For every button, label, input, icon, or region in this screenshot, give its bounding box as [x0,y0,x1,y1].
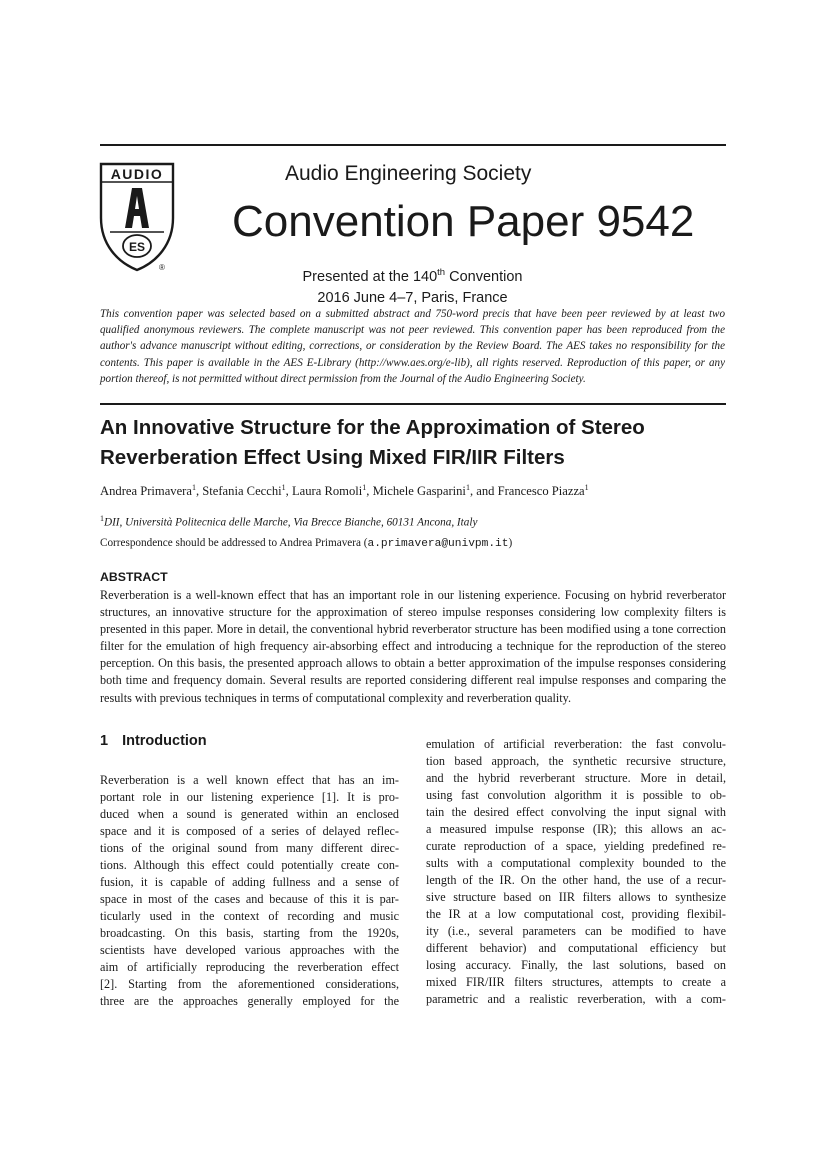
intro-right-line: ity (i.e., several parameters can be modified to have [426,924,726,938]
section-title: Introduction [122,733,207,749]
logo-bottom-text: ES [128,240,146,254]
intro-right-line: tain the desired effect convolving the input signal with [426,805,726,819]
intro-right-line: emulation of artificial reverberation: the fast convolu- [426,737,726,751]
correspondence-prefix: Correspondence should be addressed to Andrea Primavera ( [100,537,368,549]
author-separator: , [285,484,292,499]
author-affiliation-mark: 1 [281,483,286,492]
intro-left-line: space and it is composed of a series of delayed reflec- [100,824,399,838]
intro-right-line: mixed FIR/IIR filters structures, attempts to create a [426,975,726,989]
intro-left-line: ticularly used in the context of recording and music [100,909,399,923]
intro-right-line: using fast convolution algorithm it is possible to ob- [426,788,726,802]
correspondence-email-link[interactable]: a.primavera@univpm.it [367,538,509,550]
presented-line [200,262,625,288]
author-separator: , [366,484,373,499]
intro-left-line: aim of artificially reproducing the reverberation effect [100,960,399,974]
aes-logo [99,162,175,272]
author-list [100,483,589,499]
intro-right-line: parametric and a realistic reverberation, with a com- [426,992,726,1006]
society-name: Audio Engineering Society [285,162,532,185]
section-number: 1 [100,733,109,749]
presented-suffix: Convention [445,268,523,285]
intro-right-line: sults with a computational complexity bounded to the [426,856,726,870]
intro-right-line: length of the IR. On the other hand, the use of a recur- [426,873,726,887]
section-heading-introduction [100,733,207,749]
author-name: Andrea Primavera [100,484,192,499]
author-name: Michele Gasparini [372,484,466,499]
intro-right-line: curate reproduction of a space, yielding predefined re- [426,839,726,853]
author-affiliation-mark: 1 [362,483,367,492]
author-name: Stefania Cecchi [202,484,282,499]
presented-ordinal: th [437,267,446,278]
intro-left-line: duced when a sound is generated within an enclosed [100,807,399,821]
affiliation-text: DII, Università Politecnica delle Marche, Via Brecce Bianche, 60131 Ancona, Italy [104,516,478,529]
intro-left-line: space in most of the cases and because of this it is par- [100,892,399,906]
logo-top-text: AUDIO [110,166,164,182]
intro-right-line: a measured impulse response (IR); this allows an ac- [426,822,726,836]
paper-title-line-1: An Innovative Structure for the Approximation of Stereo [100,416,645,439]
correspondence-line [100,537,512,550]
peer-review-disclaimer: This convention paper was selected based on a submitted abstract and 750-word precis that have been peer reviewed by at least two qualified anonymous reviewers. The complete manuscript was not peer reviewed. This convention paper has been reproduced from the author's advance manuscript without editing, corrections, or consideration by the Review Board. The AES takes no responsibility for the contents. This paper is available in the AES E-Library (http://www.aes.org/e-lib), all rights reserved. Reproduction of this paper, or any portion thereof, is not permitted without direct permission from the Journal of the Audio Engineering Society. [100,308,725,385]
header-bottom-rule [100,403,726,405]
intro-left-line: scientists have developed various approaches with the [100,943,399,957]
author-affiliation-mark: 1 [465,483,470,492]
abstract-body: Reverberation is a well-known effect that has an important role in our listening experience. Focusing on hybrid reverberator structures, an innovative structure for the approximation of stereo impulse responses considering low complexity filters is presented in this paper. More in detail, the conventional hybrid reverberator structure has been modified using a tone correction filter for the emulation of high frequency air-absorbing effect and introducing a technique for the reproduction of the stereo perception. On this basis, the presented approach allows to obtain a better approximation of the impulse responses considering both time and frequency domain. Several results are reported considering different real impulse responses and comparing the results with previous techniques in terms of computational complexity and reverberation quality. [100,588,726,705]
intro-left-line: [2]. Starting from the aforementioned considerations, [100,977,399,991]
aes-logo-shield-icon [99,162,175,272]
intro-left-line: portant role in our listening experience [1]. It is pro- [100,790,399,804]
paper-title [100,413,725,473]
intro-right-line: tion based approach, the synthetic recursive structure, [426,754,726,768]
logo-registered-mark: ® [159,263,165,272]
intro-left-line: fusion, it is capable of adding fullness and a sense of [100,875,399,889]
author-affiliation-mark: 1 [191,483,196,492]
intro-left-line: Reverberation is a well known effect that has an im- [100,773,399,787]
intro-right-line: different behavior) and computational efficiency but [426,941,726,955]
intro-right-line: sive structure based on IIR filters allows to synthesize [426,890,726,904]
intro-right-line: losing accuracy. Finally, the last solutions, based on [426,958,726,972]
author-affiliation-mark: 1 [584,483,589,492]
intro-right-line: the IR at a low computational cost, providing flexibil- [426,907,726,921]
intro-right-line: and the hybrid reverberant structure. More in detail, [426,771,726,785]
intro-left-line: tions of the original sound from many different direc- [100,841,399,855]
paper-title-line-2: Reverberation Effect Using Mixed FIR/IIR Filters [100,446,565,469]
author-separator: , and [469,484,498,499]
intro-left-line: tions. Although this effect could potentially create con- [100,858,399,872]
author-name: Laura Romoli [291,484,363,499]
abstract-heading: ABSTRACT [100,570,168,584]
presentation-info [200,262,625,309]
affiliation-mark: 1 [100,514,104,523]
affiliation [100,514,477,529]
author-name: Francesco Piazza [497,484,585,499]
document-type-title: Convention Paper 9542 [232,197,695,246]
intro-left-line: broadcasting. On this basis, starting from the 1920s, [100,926,399,940]
correspondence-suffix: ) [508,537,513,549]
author-separator: , [195,484,203,499]
presentation-dates: 2016 June 4–7, Paris, France [317,289,508,306]
header-top-rule [100,144,726,146]
presented-prefix: Presented at the 140 [302,268,438,285]
intro-left-line: three are the approaches generally employed for the [100,994,399,1008]
